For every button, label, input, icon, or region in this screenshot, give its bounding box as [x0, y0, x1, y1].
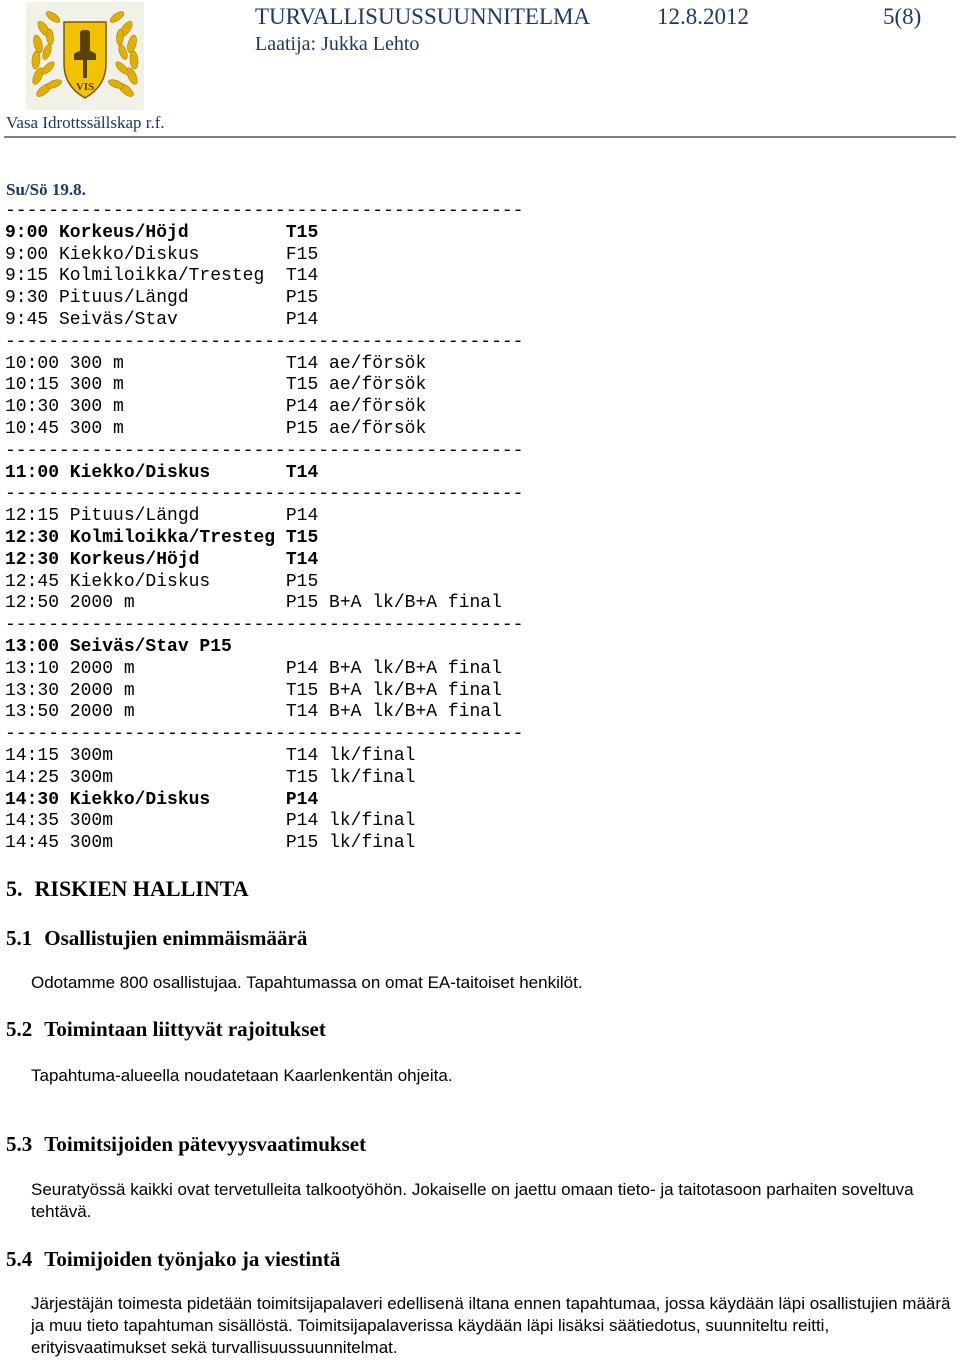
- schedule-separator: ------------------------------------------------: [5, 615, 524, 636]
- document-date: 12.8.2012: [657, 4, 749, 29]
- schedule-row: 14:35 300m P14 lk/final: [5, 811, 416, 832]
- schedule-separator: ------------------------------------------------: [5, 484, 524, 505]
- subsection-text-5-1: Odotamme 800 osallistujaa. Tapahtumassa on omat EA-taitoiset henkilöt.: [31, 973, 583, 992]
- schedule-row: 10:30 300 m P14 ae/försök: [5, 397, 427, 418]
- schedule-separator: ------------------------------------------------: [5, 440, 524, 461]
- subsection-heading-5-3: [6, 1132, 366, 1157]
- schedule-row: 9:30 Pituus/Längd P15: [5, 288, 319, 309]
- subsection-title: Osallistujien enimmäismäärä: [44, 926, 308, 950]
- schedule-separator: ------------------------------------------------: [5, 331, 524, 352]
- schedule-row: 14:25 300m T15 lk/final: [5, 767, 416, 788]
- header-divider: [4, 136, 956, 138]
- subsection-heading-5-1: [6, 926, 307, 951]
- schedule-row: 10:00 300 m T14 ae/försök: [5, 353, 427, 374]
- page-number: 5(8): [883, 4, 922, 29]
- club-logo-graphic: [26, 2, 144, 110]
- schedule-day-heading: Su/Sö 19.8.: [6, 180, 86, 199]
- subsection-number: 5.1: [6, 926, 33, 950]
- section-heading-5: [6, 876, 249, 902]
- competition-schedule: [5, 201, 523, 855]
- schedule-row: 9:15 Kolmiloikka/Tresteg T14: [5, 266, 319, 287]
- schedule-row: 13:50 2000 m T14 B+A lk/B+A final: [5, 702, 502, 723]
- schedule-row: 9:00 Kiekko/Diskus F15: [5, 244, 319, 265]
- subsection-text-5-4: Järjestäjän toimesta pidetään toimitsijapalaveri edellisenä iltana ennen tapahtumaa, jossa käydään läpi osallistujien määrä ja muu tieto tapahtuman sisällöstä. Toimitsijapalaverissa käydään läpi lisäksi säätiedotus, suunniteltu reitti, erityisvaatimukset sekä turvallisuussuunnitelmat.: [31, 1294, 951, 1357]
- document-title: TURVALLISUUSSUUNNITELMA: [255, 4, 591, 29]
- subsection-heading-5-2: [6, 1017, 326, 1042]
- subsection-heading-5-4: [6, 1247, 340, 1272]
- svg-text:VIS: VIS: [75, 81, 95, 93]
- schedule-row: 11:00 Kiekko/Diskus T14: [5, 462, 319, 483]
- subsection-title: Toimintaan liittyvät rajoitukset: [44, 1017, 326, 1041]
- subsection-number: 5.3: [6, 1132, 33, 1156]
- subsection-title: Toimijoiden työnjako ja viestintä: [44, 1247, 341, 1271]
- schedule-row: 14:15 300m T14 lk/final: [5, 745, 416, 766]
- schedule-row: 12:45 Kiekko/Diskus P15: [5, 571, 319, 592]
- schedule-separator: ------------------------------------------------: [5, 724, 524, 745]
- schedule-row: 13:10 2000 m P14 B+A lk/B+A final: [5, 658, 502, 679]
- schedule-separator: ------------------------------------------------: [5, 201, 524, 221]
- section-title: RISKIEN HALLINTA: [34, 876, 249, 901]
- schedule-row: 12:30 Korkeus/Höjd T14: [5, 549, 319, 570]
- schedule-row: 14:30 Kiekko/Diskus P14: [5, 789, 319, 810]
- schedule-row: 14:45 300m P15 lk/final: [5, 833, 416, 854]
- schedule-row: 12:15 Pituus/Längd P14: [5, 506, 319, 527]
- schedule-row: 9:45 Seiväs/Stav P14: [5, 309, 319, 330]
- schedule-row: 10:15 300 m T15 ae/försök: [5, 375, 427, 396]
- laurel-wreath-logo-icon: [26, 2, 144, 110]
- schedule-row: 12:30 Kolmiloikka/Tresteg T15: [5, 527, 319, 548]
- schedule-row: 13:30 2000 m T15 B+A lk/B+A final: [5, 680, 502, 701]
- section-number: 5.: [6, 876, 23, 901]
- subsection-number: 5.4: [6, 1247, 33, 1271]
- schedule-row: 12:50 2000 m P15 B+A lk/B+A final: [5, 593, 502, 614]
- document-author: Laatija: Jukka Lehto: [255, 33, 420, 55]
- subsection-number: 5.2: [6, 1017, 33, 1041]
- organization-name: Vasa Idrottssällskap r.f.: [6, 113, 165, 132]
- subsection-title: Toimitsijoiden pätevyysvaatimukset: [44, 1132, 367, 1156]
- schedule-row: 10:45 300 m P15 ae/försök: [5, 418, 427, 439]
- subsection-text-5-3: Seuratyössä kaikki ovat tervetulleita talkootyöhön. Jokaiselle on jaettu omaan tieto- ja taitotasoon parhaiten soveltuva tehtävä.: [31, 1180, 914, 1221]
- subsection-text-5-2: Tapahtuma-alueella noudatetaan Kaarlenkentän ohjeita.: [31, 1066, 453, 1085]
- schedule-row: 13:00 Seiväs/Stav P15: [5, 636, 232, 657]
- schedule-row: 9:00 Korkeus/Höjd T15: [5, 222, 319, 243]
